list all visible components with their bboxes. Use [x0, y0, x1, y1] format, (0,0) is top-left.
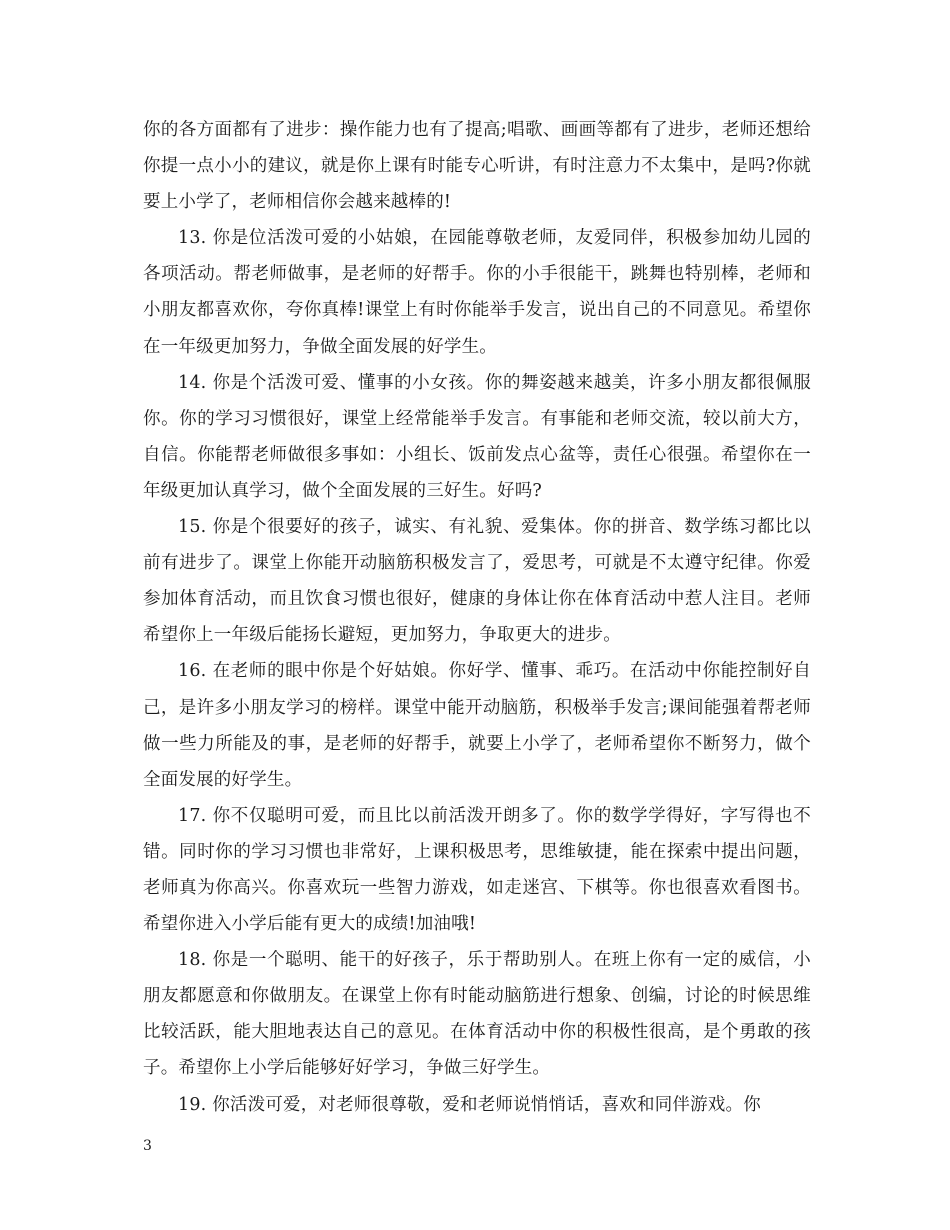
paragraph-item-17: 17. 你不仅聪明可爱，而且比以前活泼开朗多了。你的数学学得好，字写得也不错。同时你的学习习惯也非常好，上课积极思考，思维敏捷，能在探索中提出问题，老师真为你高兴。你喜欢玩一些智力游戏，如走迷宫、下棋等。你也很喜欢看图书。希望你进入小学后能有更大的成绩!加油哦! — [143, 805, 811, 935]
document-body — [143, 112, 811, 1123]
paragraph-item-13: 13. 你是位活泼可爱的小姑娘，在园能尊敬老师，友爱同伴，积极参加幼儿园的各项活动。帮老师做事，是老师的好帮手。你的小手很能干，跳舞也特别棒，老师和小朋友都喜欢你，夸你真棒!课堂上有时你能举手发言，说出自己的不同意见。希望你在一年级更加努力，争做全面发展的好学生。 — [143, 228, 811, 357]
paragraph-item-19: 19. 你活泼可爱，对老师很尊敬，爱和老师说悄悄话，喜欢和同伴游戏。你 — [178, 1094, 761, 1115]
paragraph-item-16: 16. 在老师的眼中你是个好姑娘。你好学、懂事、乖巧。在活动中你能控制好自己，是许多小朋友学习的榜样。课堂中能开动脑筋，积极举手发言;课间能强着帮老师做一些力所能及的事，是老师的好帮手，就要上小学了，老师希望你不断努力，做个全面发展的好学生。 — [143, 661, 811, 790]
paragraph-item-15: 15. 你是个很要好的孩子，诚实、有礼貌、爱集体。你的拼音、数学练习都比以前有进步了。课堂上你能开动脑筋积极发言了，爱思考，可就是不太遵守纪律。你爱参加体育活动，而且饮食习惯也很好，健康的身体让你在体育活动中惹人注目。老师希望你上一年级后能扬长避短，更加努力，争取更大的进步。 — [143, 517, 811, 646]
paragraph-item-18: 18. 你是一个聪明、能干的好孩子，乐于帮助别人。在班上你有一定的威信，小朋友都愿意和你做朋友。在课堂上你有时能动脑筋进行想象、创编，讨论的时候思维比较活跃，能大胆地表达自己的意见。在体育活动中你的积极性很高，是个勇敢的孩子。希望你上小学后能够好好学习，争做三好学生。 — [143, 950, 811, 1079]
paragraph-continuation: 你的各方面都有了进步：操作能力也有了提高;唱歌、画画等都有了进步，老师还想给你提一点小小的建议，就是你上课有时能专心听讲，有时注意力不太集中，是吗?你就要上小学了，老师相信你会越来越棒的! — [143, 120, 811, 213]
paragraph-item-14: 14. 你是个活泼可爱、懂事的小女孩。你的舞姿越来越美，许多小朋友都很佩服你。你的学习习惯很好，课堂上经常能举手发言。有事能和老师交流，较以前大方，自信。你能帮老师做很多事如：小组长、饭前发点心盆等，责任心很强。希望你在一年级更加认真学习，做个全面发展的三好生。好吗? — [143, 372, 811, 501]
page-number: 3 — [143, 1138, 152, 1154]
